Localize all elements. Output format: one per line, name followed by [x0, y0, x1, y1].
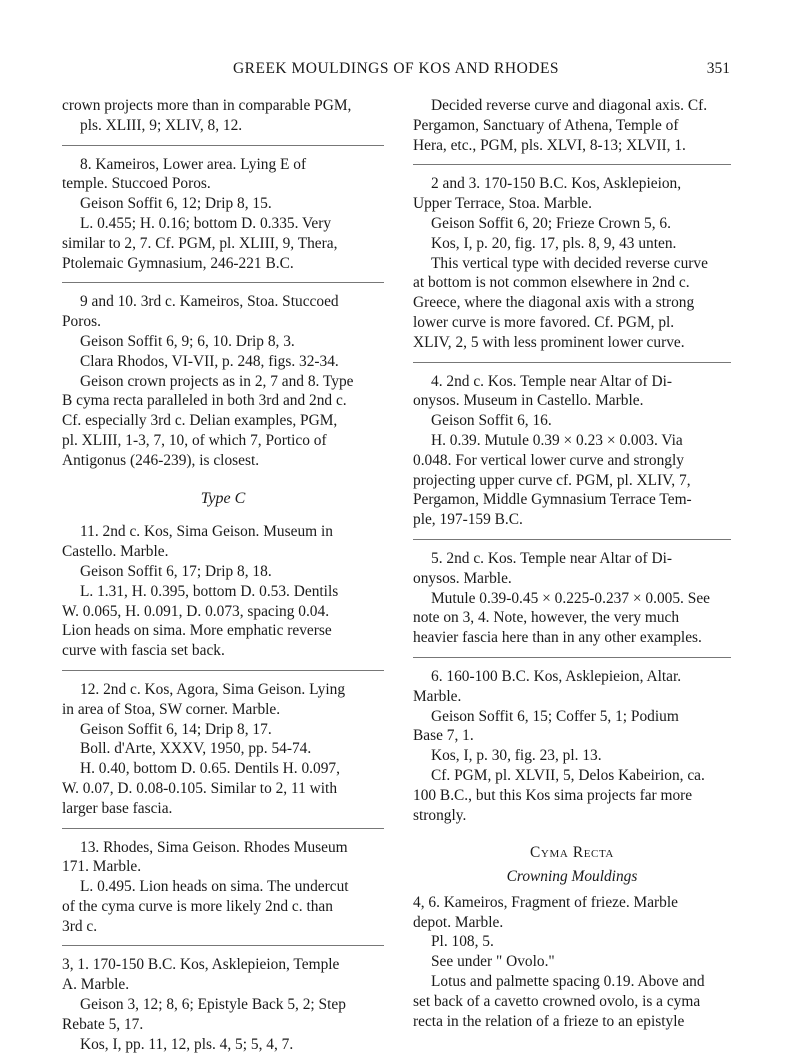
text-line: Kos, I, p. 20, fig. 17, pls. 8, 9, 43 unten.: [431, 234, 677, 252]
text-line: Pergamon, Sanctuary of Athena, Temple of: [413, 116, 679, 134]
section-heading-type-c: Type C: [200, 489, 246, 507]
text-line: larger base fascia.: [62, 799, 173, 817]
text-line: Hera, etc., PGM, pls. XLVI, 8-13; XLVII, 1.: [413, 136, 686, 154]
text-line: crown projects more than in comparable PGM,: [62, 97, 352, 114]
text-line: Geison 3, 12; 8, 6; Epistyle Back 5, 2; Step: [80, 996, 346, 1014]
text-line: Geison crown projects as in 2, 7 and 8. Type: [80, 372, 354, 390]
text-line: Greece, where the diagonal axis with a strong: [413, 294, 695, 312]
text-line: Kos, I, p. 30, fig. 23, pl. 13.: [431, 747, 602, 765]
text-line: temple. Stuccoed Poros.: [62, 175, 211, 193]
entry-title: 12. 2nd c. Kos, Agora, Sima Geison. Lying: [80, 680, 346, 698]
text-line: set back of a cavetto crowned ovolo, is a cyma: [413, 992, 701, 1010]
text-line: of the cyma curve is more likely 2nd c. than: [62, 897, 333, 915]
text-line: Cf. especially 3rd c. Delian examples, PGM,: [62, 412, 338, 430]
text-line: This vertical type with decided reverse curve: [431, 254, 708, 272]
entry-title: 6. 160-100 B.C. Kos, Asklepieion, Altar.: [431, 667, 682, 685]
text-line: Decided reverse curve and diagonal axis. Cf.: [431, 97, 708, 114]
entry-title: 4, 6. Kameiros, Fragment of frieze. Marble: [413, 893, 678, 911]
text-line: W. 0.065, H. 0.091, D. 0.073, spacing 0.04.: [62, 602, 330, 620]
text-line: L. 1.31, H. 0.395, bottom D. 0.53. Dentils: [80, 582, 339, 600]
text-line: similar to 2, 7. Cf. PGM, pl. XLIII, 9, Thera,: [62, 234, 338, 252]
text-line: Geison Soffit 6, 16.: [431, 412, 552, 430]
subheading-crowning-mouldings: Crowning Mouldings: [506, 868, 638, 886]
page-number: 351: [706, 60, 730, 77]
running-title: GREEK MOULDINGS OF KOS AND RHODES: [232, 60, 560, 77]
entry-divider: [413, 657, 731, 658]
entry-title: 3, 1. 170-150 B.C. Kos, Asklepieion, Temple: [62, 956, 340, 974]
text-line: Geison Soffit 6, 20; Frieze Crown 5, 6.: [431, 214, 671, 232]
text-line: heavier fascia here than in any other examples.: [413, 629, 702, 647]
text-line: Marble.: [413, 687, 462, 705]
text-line: Lotus and palmette spacing 0.19. Above and: [431, 973, 705, 991]
text-line: 100 B.C., but this Kos sima projects far more: [413, 786, 693, 804]
text-line: Base 7, 1.: [413, 727, 474, 745]
entry-divider: [413, 362, 731, 363]
entry-title: 13. Rhodes, Sima Geison. Rhodes Museum: [80, 838, 348, 856]
entry-title: 11. 2nd c. Kos, Sima Geison. Museum in: [80, 523, 333, 541]
text-line: L. 0.495. Lion heads on sima. The undercut: [80, 878, 349, 896]
text-line: L. 0.455; H. 0.16; bottom D. 0.335. Very: [80, 214, 332, 232]
text-line: H. 0.40, bottom D. 0.65. Dentils H. 0.097,: [80, 760, 340, 778]
entry-divider: [62, 670, 384, 671]
text-line: Mutule 0.39-0.45 × 0.225-0.237 × 0.005. See: [431, 589, 710, 607]
text-line: strongly.: [413, 806, 467, 824]
entry-divider: [413, 164, 731, 165]
text-line: Geison Soffit 6, 9; 6, 10. Drip 8, 3.: [80, 332, 295, 350]
text-line: pls. XLIII, 9; XLIV, 8, 12.: [80, 116, 243, 134]
section-heading-cyma-recta: Cyma Recta: [530, 844, 614, 862]
text-line: Geison Soffit 6, 17; Drip 8, 18.: [80, 562, 272, 580]
text-line: depot. Marble.: [413, 913, 504, 931]
text-line: pl. XLIII, 1-3, 7, 10, of which 7, Portico of: [62, 431, 327, 449]
text-line: 171. Marble.: [62, 858, 142, 876]
text-line: See under " Ovolo.": [431, 953, 555, 971]
text-line: Poros.: [62, 313, 101, 331]
text-line: Boll. d'Arte, XXXV, 1950, pp. 54-74.: [80, 740, 312, 758]
text-line: Geison Soffit 6, 12; Drip 8, 15.: [80, 195, 272, 213]
text-line: 0.048. For vertical lower curve and strongly: [413, 451, 684, 469]
right-column: [413, 96, 731, 1031]
text-line: Antigonus (246-239), is closest.: [62, 451, 260, 469]
text-line: ple, 197-159 B.C.: [413, 511, 523, 529]
entry-title: 4. 2nd c. Kos. Temple near Altar of Di-: [431, 372, 672, 390]
text-line: Upper Terrace, Stoa. Marble.: [413, 195, 592, 213]
entry-divider: [62, 145, 384, 146]
text-line: recta in the relation of a frieze to an epistyle: [413, 1012, 685, 1030]
text-line: H. 0.39. Mutule 0.39 × 0.23 × 0.003. Via: [431, 431, 683, 449]
text-line: Rebate 5, 17.: [62, 1015, 144, 1033]
text-line: projecting upper curve cf. PGM, pl. XLIV, 7,: [413, 471, 691, 489]
left-column: [62, 96, 384, 1054]
text-line: Clara Rhodos, VI-VII, p. 248, figs. 32-34.: [80, 352, 339, 370]
entry-divider: [62, 828, 384, 829]
entry-title: 9 and 10. 3rd c. Kameiros, Stoa. Stuccoed: [80, 293, 339, 311]
text-line: onysos. Museum in Castello. Marble.: [413, 392, 644, 410]
text-line: Kos, I, pp. 11, 12, pls. 4, 5; 5, 4, 7.: [80, 1035, 294, 1053]
text-line: at bottom is not common elsewhere in 2nd c.: [413, 274, 690, 292]
entry-title: 8. Kameiros, Lower area. Lying E of: [80, 155, 307, 173]
text-line: B cyma recta paralleled in both 3rd and 2nd c.: [62, 392, 347, 410]
text-line: Lion heads on sima. More emphatic reverse: [62, 622, 332, 640]
text-line: XLIV, 2, 5 with less prominent lower curve.: [413, 333, 685, 351]
text-line: A. Marble.: [62, 976, 130, 994]
text-line: lower curve is more favored. Cf. PGM, pl.: [413, 313, 675, 331]
text-line: 3rd c.: [62, 917, 98, 935]
text-line: onysos. Marble.: [413, 569, 512, 587]
text-line: Cf. PGM, pl. XLVII, 5, Delos Kabeirion, ca.: [431, 766, 705, 784]
entry-divider: [62, 945, 384, 946]
page-header: [62, 60, 730, 82]
text-line: Geison Soffit 6, 15; Coffer 5, 1; Podium: [431, 707, 679, 725]
entry-divider: [413, 539, 731, 540]
text-line: in area of Stoa, SW corner. Marble.: [62, 700, 281, 718]
text-line: curve with fascia set back.: [62, 642, 225, 660]
text-line: note on 3, 4. Note, however, the very much: [413, 609, 680, 627]
text-line: Pl. 108, 5.: [431, 933, 494, 951]
entry-divider: [62, 282, 384, 283]
text-line: Ptolemaic Gymnasium, 246-221 B.C.: [62, 254, 294, 272]
entry-title: 5. 2nd c. Kos. Temple near Altar of Di-: [431, 549, 672, 567]
text-line: Pergamon, Middle Gymnasium Terrace Tem-: [413, 491, 692, 509]
text-line: Castello. Marble.: [62, 543, 169, 561]
text-line: Geison Soffit 6, 14; Drip 8, 17.: [80, 720, 272, 738]
entry-title: 2 and 3. 170-150 B.C. Kos, Asklepieion,: [431, 175, 682, 193]
text-line: W. 0.07, D. 0.08-0.105. Similar to 2, 11 with: [62, 779, 338, 797]
